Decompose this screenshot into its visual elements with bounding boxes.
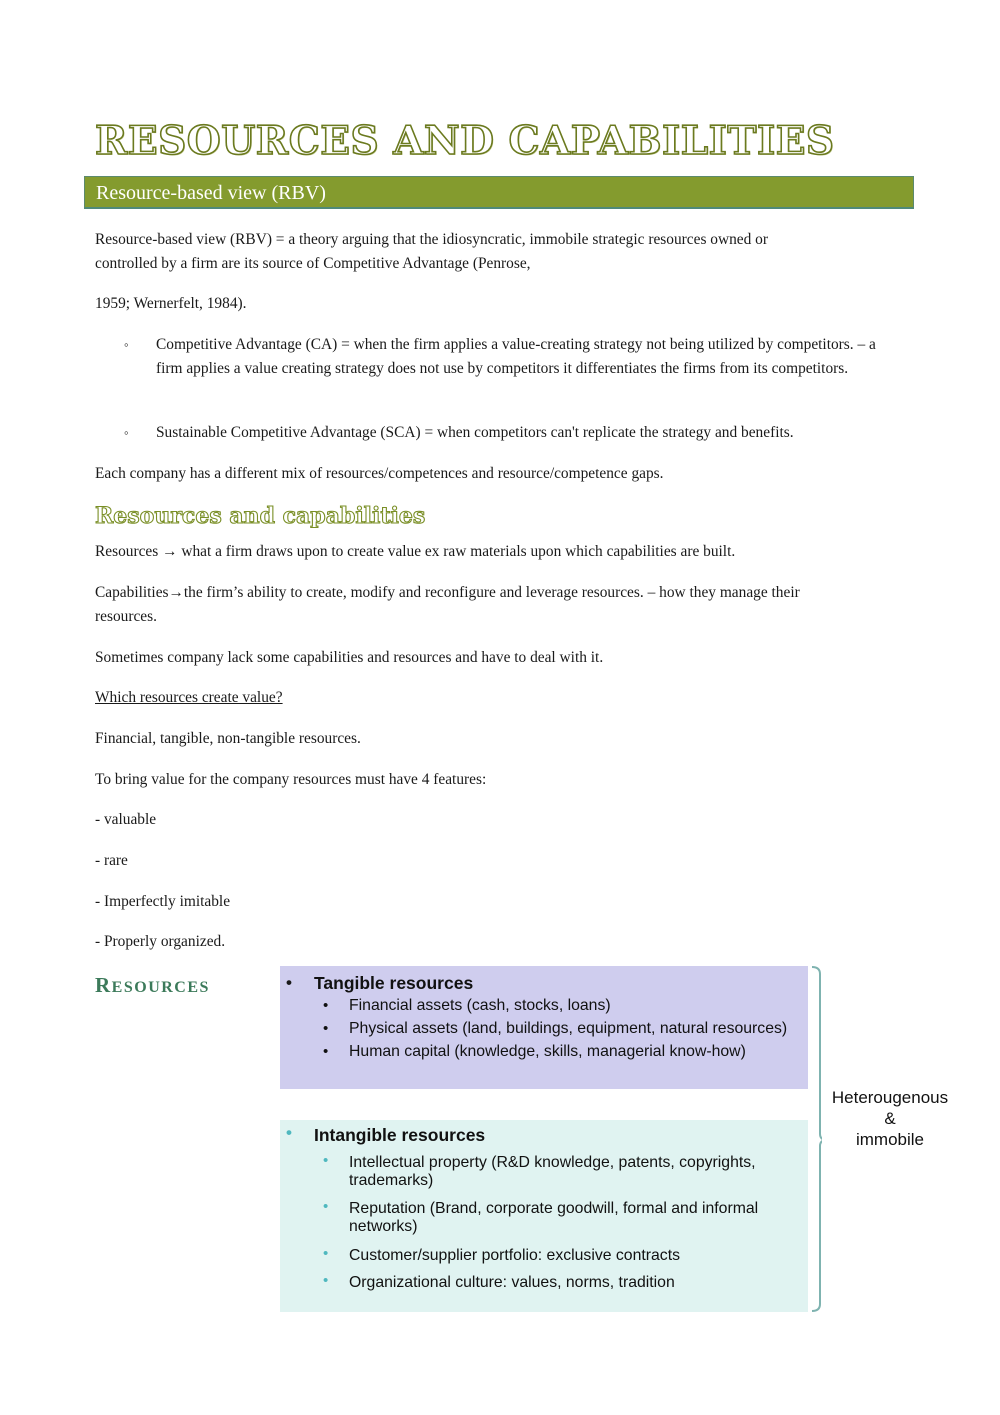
feature-item: - Properly organized. xyxy=(95,933,226,950)
rbv-intro-line-2: controlled by a firm are its source of Competitive Advantage (Penrose, xyxy=(95,254,531,272)
rbv-intro-paragraph xyxy=(95,228,895,275)
resources-heading-rest: ESOURCES xyxy=(111,979,210,996)
resources-definition: Resources → what a firm draws upon to create value ex raw materials upon which capabilities are built. xyxy=(95,543,736,560)
tangible-item: Physical assets (land, buildings, equipment, natural resources) xyxy=(349,1020,788,1037)
intangible-heading: Intangible resources xyxy=(314,1125,486,1145)
capabilities-line-2: resources. xyxy=(95,607,157,625)
resources-heading-initial: R xyxy=(95,973,112,997)
intangible-item: Intellectual property (R&D knowledge, patents, copyrights, trademarks) xyxy=(349,1154,756,1189)
bullet-marker: • xyxy=(323,1272,329,1289)
bullet-marker: • xyxy=(286,973,292,992)
bullet-marker: • xyxy=(323,997,329,1014)
section-heading-bar xyxy=(84,176,914,209)
resource-types: Financial, tangible, non-tangible resources. xyxy=(95,730,361,747)
capabilities-definition xyxy=(95,581,895,628)
bullet-marker: • xyxy=(323,1043,329,1060)
resources-diagram xyxy=(280,966,960,1316)
bullet-marker: • xyxy=(323,1245,329,1262)
brace-label-line-2: & xyxy=(884,1109,896,1128)
intangible-item: Reputation (Brand, corporate goodwill, formal and informal networks) xyxy=(349,1200,759,1235)
bullet-marker: • xyxy=(323,1152,329,1169)
bullet-text-ca: Competitive Advantage (CA) = when the firm applies a value-creating strategy not being utilized by competitors. – a firm applies a value creating strategy does not use by competitors it differentiates the firms from its competitors. xyxy=(156,336,876,377)
tangible-heading: Tangible resources xyxy=(314,973,474,993)
value-question: Which resources create value? xyxy=(95,689,283,706)
section-heading-rbv: Resource-based view (RBV) xyxy=(96,182,326,204)
lack-paragraph: Sometimes company lack some capabilities and resources and have to deal with it. xyxy=(95,649,604,666)
bullet-marker: • xyxy=(323,1020,329,1037)
bullet-marker: • xyxy=(323,1198,329,1215)
brace-label-line-3: immobile xyxy=(855,1130,925,1149)
page-title: RESOURCES AND CAPABILITIES xyxy=(95,118,835,164)
bullet-text-sca: Sustainable Competitive Advantage (SCA) = when competitors can't replicate the strategy and benefits. xyxy=(156,424,794,441)
capabilities-line-1: Capabilities→the firm’s ability to create, modify and reconfigure and leverage resources. – how they manage their xyxy=(95,584,800,601)
feature-item: - rare xyxy=(95,852,128,869)
bullet-marker: ◦ xyxy=(124,425,129,440)
tangible-resources-box xyxy=(280,966,808,1089)
intangible-item: Organizational culture: values, norms, tradition xyxy=(349,1274,675,1291)
features-intro: To bring value for the company resources must have 4 features: xyxy=(95,771,487,788)
intangible-item: Customer/supplier portfolio: exclusive contracts xyxy=(349,1247,680,1264)
intangible-resources-box xyxy=(280,1120,808,1312)
rbv-intro-line-1: Resource-based view (RBV) = a theory arguing that the idiosyncratic, immobile strategic resources owned or xyxy=(95,231,768,248)
tangible-item: Financial assets (cash, stocks, loans) xyxy=(349,997,611,1014)
section-heading-resources-capabilities: Resources and capabilities xyxy=(95,503,426,529)
rbv-citation: 1959; Wernerfelt, 1984). xyxy=(95,295,247,312)
resources-heading xyxy=(95,973,210,998)
tangible-item: Human capital (knowledge, skills, managerial know-how) xyxy=(349,1043,746,1060)
rbv-closing: Each company has a different mix of resources/competences and resource/competence gaps. xyxy=(95,465,664,482)
bullet-marker: • xyxy=(286,1123,292,1142)
feature-item: - Imperfectly imitable xyxy=(95,893,231,910)
bullet-marker: ◦ xyxy=(124,337,129,352)
brace-label-line-1: Heterougenous xyxy=(831,1088,949,1107)
brace-label xyxy=(820,1087,960,1150)
feature-item: - valuable xyxy=(95,811,157,828)
